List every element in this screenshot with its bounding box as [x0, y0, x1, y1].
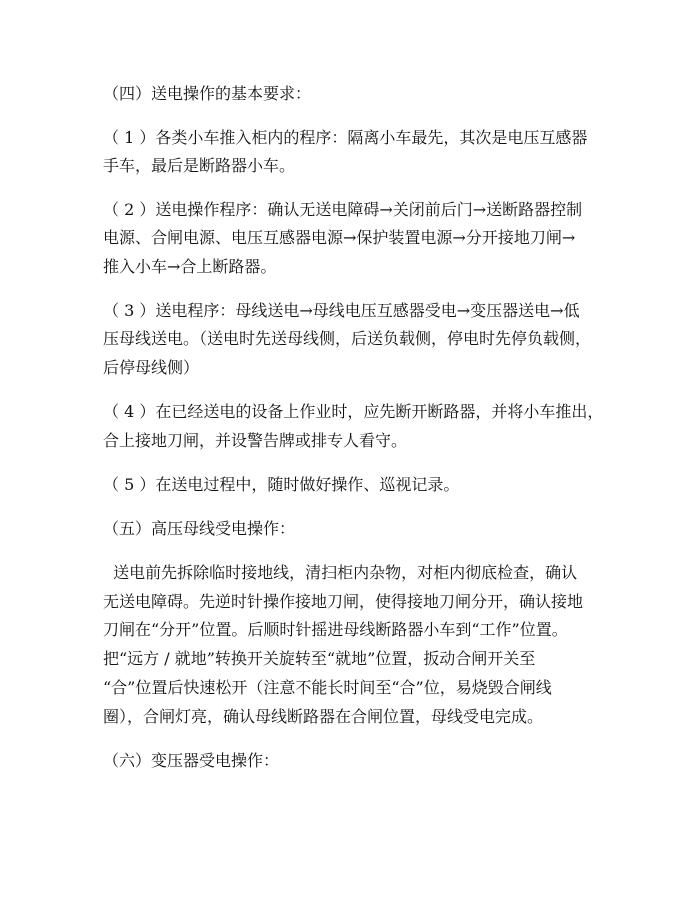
paragraph-line: （ 3 ）送电程序：母线送电→母线电压互感器受电→变压器送电→低	[103, 301, 580, 320]
paragraph-line: 合上接地刀闸，并设警告牌或排专人看守。	[103, 431, 408, 450]
paragraph-line: “合”位置后快速松开（注意不能长时间至“合”位，易烧毁合闸线	[103, 678, 552, 697]
paragraph-line: 后停母线侧）	[103, 358, 200, 377]
paragraph-line: 送电前先拆除临时接地线，清扫柜内杂物，对柜内彻底检查，确认	[103, 563, 578, 582]
paragraph-line: 圈），合闸灯亮，确认母线断路器在合闸位置，母线受电完成。	[103, 707, 544, 726]
paragraph-line: 压母线送电。（送电时先送母线侧，后送负载侧，停电时先停负载侧，	[103, 329, 592, 348]
paragraph-line: （ 5 ）在送电过程中，随时做好操作、巡视记录。	[103, 475, 460, 494]
section-heading-4: （四）送电操作的基本要求：	[103, 84, 312, 103]
section-heading-5: （五）高压母线受电操作：	[103, 519, 296, 538]
paragraph-line: （ 1 ）各类小车推入柜内的程序：隔离小车最先，其次是电压互感器	[103, 128, 588, 147]
paragraph-line: 无送电障碍。先逆时针操作接地刀闸，使得接地刀闸分开，确认接地	[103, 592, 584, 611]
paragraph-line: 推入小车→合上断路器。	[103, 257, 277, 276]
paragraph-line: 把“远方 / 就地”转换开关旋转至“就地”位置，扳动合闸开关至	[103, 649, 536, 668]
paragraph-line: 手车，最后是断路器小车。	[103, 156, 296, 175]
paragraph-line: 刀闸在“分开”位置。后顺时针摇进母线断路器小车到“工作”位置。	[103, 620, 568, 639]
section-heading-6: （六）变压器受电操作：	[103, 751, 280, 770]
paragraph-line: 电源、合闸电源、电压互感器电源→保护装置电源→分开接地刀闸→	[103, 228, 576, 247]
paragraph-line: （ 2 ）送电操作程序：确认无送电障碍→关闭前后门→送断路器控制	[103, 200, 583, 219]
paragraph-line: （ 4 ）在已经送电的设备上作业时，应先断开断路器，并将小车推出，	[103, 402, 604, 421]
